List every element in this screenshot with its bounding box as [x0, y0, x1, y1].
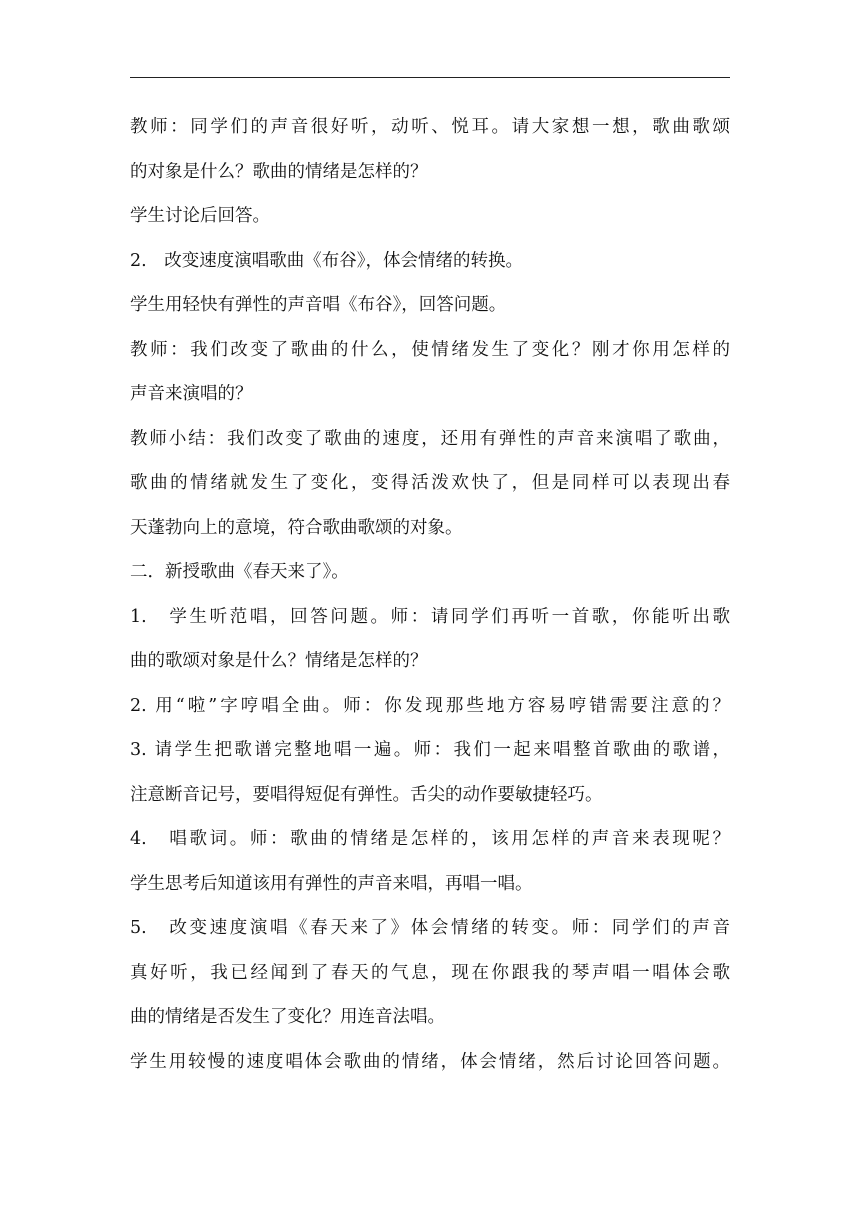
text-line: 学生用轻快有弹性的声音唱《布谷》，回答问题。 — [130, 295, 507, 315]
text-line: 教师：同学们的声音很好听，动听、悦耳。请大家想一想，歌曲歌颂 — [130, 117, 730, 137]
text-line: 学生用较慢的速度唱体会歌曲的情绪，体会情绪，然后讨论回答问题。 — [130, 1051, 730, 1072]
text-line: 2. 改变速度演唱歌曲《布谷》，体会情绪的转换。 — [130, 250, 523, 271]
text-line: 1. 学生听范唱，回答问题。师：请同学们再听一首歌，你能听出歌 — [130, 606, 730, 627]
text-line: 4. 唱歌词。师：歌曲的情绪是怎样的，该用怎样的声音来表现呢？ — [130, 829, 730, 849]
section-heading: 二．新授歌曲《春天来了》。 — [130, 562, 349, 582]
text-line: 学生思考后知道该用有弹性的声音来唱，再唱一唱。 — [130, 873, 533, 894]
header-rule — [130, 77, 730, 78]
text-line: 声音来演唱的？ — [130, 384, 253, 404]
text-line: 歌曲的情绪就发生了变化，变得活泼欢快了，但是同样可以表现出春 — [130, 473, 730, 493]
text-line: 2. 用“啦”字哼唱全曲。师：你发现那些地方容易哼错需要注意的？ — [130, 695, 730, 716]
text-line: 3. 请学生把歌谱完整地唱一遍。师：我们一起来唱整首歌曲的歌谱， — [130, 740, 730, 760]
text-line: 天蓬勃向上的意境，符合歌曲歌颂的对象。 — [130, 517, 463, 538]
text-line: 注意断音记号，要唱得短促有弹性。舌尖的动作要敏捷轻巧。 — [130, 784, 603, 805]
document-body — [130, 105, 730, 1084]
text-line: 曲的歌颂对象是什么？情绪是怎样的？ — [130, 651, 428, 671]
text-line: 教师小结：我们改变了歌曲的速度，还用有弹性的声音来演唱了歌曲， — [130, 428, 730, 449]
text-line: 曲的情绪是否发生了变化？用连音法唱。 — [130, 1007, 445, 1027]
text-line: 5. 改变速度演唱《春天来了》体会情绪的转变。师：同学们的声音 — [130, 918, 730, 938]
text-line: 的对象是什么？歌曲的情绪是怎样的？ — [130, 161, 428, 182]
text-line: 教师：我们改变了歌曲的什么，使情绪发生了变化？刚才你用怎样的 — [130, 339, 730, 360]
text-line: 真好听，我已经闻到了春天的气息，现在你跟我的琴声唱一唱体会歌 — [130, 962, 730, 983]
text-line: 学生讨论后回答。 — [130, 206, 270, 226]
